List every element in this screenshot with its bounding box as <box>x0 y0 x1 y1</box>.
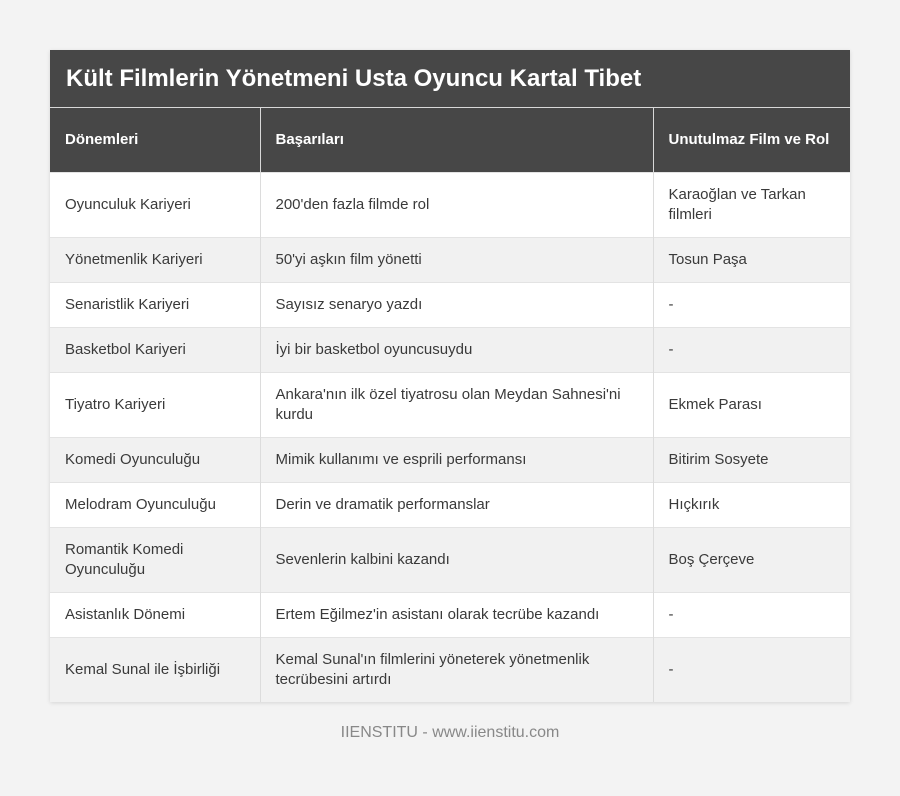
cell-period: Kemal Sunal ile İşbirliği <box>50 637 260 702</box>
cell-film: Tosun Paşa <box>653 237 850 282</box>
footer-credit: IIENSTITU - www.iienstitu.com <box>340 724 560 741</box>
cell-achievement: Mimik kullanımı ve esprili performansı <box>260 437 653 482</box>
table-row <box>50 172 850 237</box>
table-row <box>50 527 850 592</box>
cell-film: Boş Çerçeve <box>653 527 850 592</box>
table-row <box>50 237 850 282</box>
cell-period: Romantik Komedi Oyunculuğu <box>50 527 260 592</box>
cell-period: Tiyatro Kariyeri <box>50 372 260 437</box>
cell-period: Basketbol Kariyeri <box>50 327 260 372</box>
header-row <box>50 108 850 172</box>
cell-period: Melodram Oyunculuğu <box>50 482 260 527</box>
cell-film: - <box>653 282 850 327</box>
table-title: Kült Filmlerin Yönetmeni Usta Oyuncu Kartal Tibet <box>50 50 850 108</box>
cell-achievement: Ankara'nın ilk özel tiyatrosu olan Meydan Sahnesi'ni kurdu <box>260 372 653 437</box>
table-row <box>50 482 850 527</box>
cell-achievement: Ertem Eğilmez'in asistanı olarak tecrübe kazandı <box>260 592 653 637</box>
cell-achievement: 50'yi aşkın film yönetti <box>260 237 653 282</box>
column-header-achievements: Başarıları <box>260 108 653 172</box>
cell-period: Komedi Oyunculuğu <box>50 437 260 482</box>
cell-film: - <box>653 327 850 372</box>
cell-film: Hıçkırık <box>653 482 850 527</box>
career-table <box>50 108 850 702</box>
cell-achievement: Kemal Sunal'ın filmlerini yöneterek yönetmenlik tecrübesini artırdı <box>260 637 653 702</box>
table-row <box>50 372 850 437</box>
cell-film: - <box>653 637 850 702</box>
cell-achievement: Sayısız senaryo yazdı <box>260 282 653 327</box>
cell-achievement: Sevenlerin kalbini kazandı <box>260 527 653 592</box>
table-card <box>50 50 850 702</box>
table-row <box>50 592 850 637</box>
table-row <box>50 437 850 482</box>
cell-film: - <box>653 592 850 637</box>
cell-film: Ekmek Parası <box>653 372 850 437</box>
column-header-memorable-film: Unutulmaz Film ve Rol <box>653 108 850 172</box>
cell-film: Karaoğlan ve Tarkan filmleri <box>653 172 850 237</box>
cell-achievement: Derin ve dramatik performanslar <box>260 482 653 527</box>
cell-period: Asistanlık Dönemi <box>50 592 260 637</box>
table-row <box>50 282 850 327</box>
column-header-periods: Dönemleri <box>50 108 260 172</box>
table-row <box>50 637 850 702</box>
cell-film: Bitirim Sosyete <box>653 437 850 482</box>
table-row <box>50 327 850 372</box>
cell-period: Yönetmenlik Kariyeri <box>50 237 260 282</box>
cell-achievement: 200'den fazla filmde rol <box>260 172 653 237</box>
cell-period: Oyunculuk Kariyeri <box>50 172 260 237</box>
cell-period: Senaristlik Kariyeri <box>50 282 260 327</box>
cell-achievement: İyi bir basketbol oyuncusuydu <box>260 327 653 372</box>
